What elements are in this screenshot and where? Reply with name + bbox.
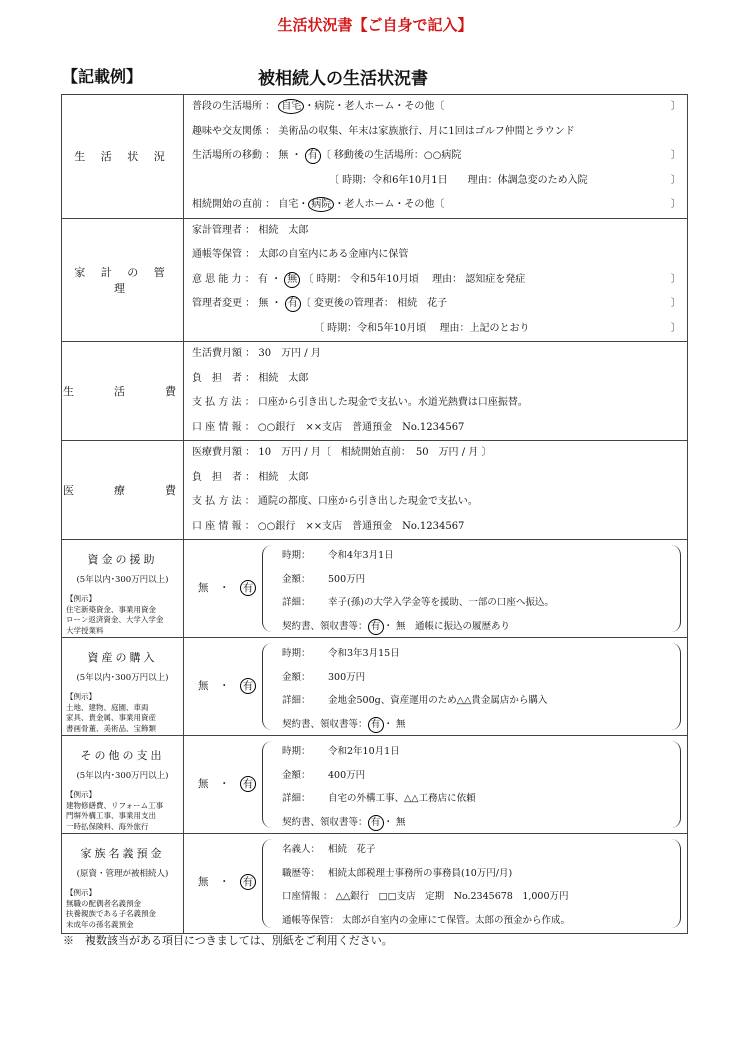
block-example: 【例示】 土地、建物、庭園、車両 家具、貴金属、事業用資産 書画骨董、美術品、宝飾類 xyxy=(66,692,156,733)
living-method: 支 払 方 法 ： 口座から引き出した現金で支払い。水道光熱費は口座振替。 xyxy=(192,397,528,408)
section-label-life: 生 活 状 況 xyxy=(62,95,184,219)
household-capacity: 意 思 能 力 ： 有 ・ 無 〔 時期： 令和5年10月頃 理由： 認知症を発症 〕 xyxy=(192,268,681,293)
block-1 xyxy=(62,638,688,736)
living-payer: 負 担 者 ： 相続 太郎 xyxy=(192,372,309,384)
section-label-medical: 医 療 費 xyxy=(62,441,184,540)
block-title: 資産の購入 xyxy=(87,651,158,664)
circled-yes: 有 xyxy=(240,776,256,792)
detail-line: 口座情報 ： △△銀行 □□支店 定期 No.2345678 1,000万円 xyxy=(282,891,569,902)
block-3 xyxy=(62,834,688,934)
circled-yes: 有 xyxy=(368,815,384,831)
circled-yes: 有 xyxy=(240,678,256,694)
block-title: 家族名義預金 xyxy=(80,847,165,860)
detail-line: 時期： 令和4年3月1日 xyxy=(282,550,394,561)
block-detail xyxy=(282,740,476,834)
detail-line: 詳細： 金地金500g、資産運用のため△△貴金属店から購入 xyxy=(282,695,548,706)
block-title: その他の支出 xyxy=(80,749,165,762)
section-life xyxy=(62,95,688,219)
detail-line: 金額： 400万円 xyxy=(282,769,366,781)
medical-monthly: 医療費月額 ： 10 万円 / 月〔 相続開始直前： 50 万円 / 月 〕 xyxy=(192,447,492,458)
medical-account: 口 座 情 報 ： ○○銀行 ××支店 普通預金 No.1234567 xyxy=(192,520,465,532)
yes-no-choice: 無 ・ 有 xyxy=(198,874,256,890)
circled-yes: 有 xyxy=(368,717,384,733)
yes-no-choice: 無 ・ 有 xyxy=(198,776,256,792)
circled-yes: 有 xyxy=(240,580,256,596)
section-household xyxy=(62,218,688,342)
yes-no-choice: 無 ・ 有 xyxy=(198,580,256,596)
block-title: 資金の援助 xyxy=(87,553,158,566)
circled-yes: 有 xyxy=(305,148,321,164)
yes-no-choice: 無 ・ 有 xyxy=(198,678,256,694)
medical-method: 支 払 方 法 ： 通院の都度、口座から引き出した現金で支払い。 xyxy=(192,496,478,507)
medical-payer: 負 担 者 ： 相続 太郎 xyxy=(192,471,309,483)
detail-line: 契約書、領収書等： 有 ・ 無 xyxy=(282,713,547,737)
block-subtitle: (原資・管理が被相続人) xyxy=(76,869,169,879)
life-move: 生活場所の移動 ： 無 ・ 有 〔 移動後の生活場所：○○病院 〕 xyxy=(192,144,681,169)
status-table xyxy=(61,94,688,934)
circled-yes: 有 xyxy=(368,619,384,635)
block-detail xyxy=(282,642,547,736)
block-detail xyxy=(282,544,554,638)
life-before: 相続開始の直前 ： 自宅・ 病院 ・老人ホーム・その他〔 〕 xyxy=(192,193,681,218)
section-living-cost xyxy=(62,342,688,441)
living-account: 口 座 情 報 ： ○○銀行 ××支店 普通預金 No.1234567 xyxy=(192,421,465,433)
block-2 xyxy=(62,736,688,834)
block-subtitle: (5年以内･300万円以上) xyxy=(76,575,169,585)
household-change-detail: 〔 時期：令和5年10月頃 理由：上記のとおり 〕 xyxy=(192,317,681,342)
detail-line: 契約書、領収書等： 有 ・ 無 xyxy=(282,811,476,835)
document-title: 被相続人の生活状況書 xyxy=(258,69,428,89)
living-monthly: 生活費月額 ： 30 万円 / 月 xyxy=(192,348,321,359)
section-label-living-cost: 生 活 費 xyxy=(62,342,184,441)
detail-line: 詳細： 幸子(孫)の大学入学金等を援助、一部の口座へ振込。 xyxy=(282,597,554,608)
household-manager: 家計管理者 ： 相続 太郎 xyxy=(192,224,309,236)
life-place: 普段の生活場所 ： 自宅 ・病院・老人ホーム・その他〔 〕 xyxy=(192,95,681,120)
block-example: 【例示】 無職の配偶者名義預金 扶養親族である子名義預金 未成年の孫名義預金 xyxy=(66,888,156,929)
footnote: ※ 複数該当がある項目につきましては、別紙をご利用ください。 xyxy=(63,934,393,947)
detail-line: 金額： 300万円 xyxy=(282,671,366,683)
life-hobby: 趣味や交友関係 ： 美術品の収集、年末は家族旅行、月に1回はゴルフ仲間とラウンド xyxy=(192,125,575,137)
detail-line: 職歴等： 相続太郎税理士事務所の事務員(10万円/月) xyxy=(282,867,513,879)
section-medical xyxy=(62,441,688,540)
circled-yes: 有 xyxy=(285,296,301,312)
header-notice: 生活状況書【ご自身で記入】 xyxy=(277,16,473,34)
block-0 xyxy=(62,540,688,638)
block-detail xyxy=(282,838,570,932)
circled-yes: 有 xyxy=(240,874,256,890)
block-example: 【例示】 住宅新築資金、事業用資金 ローン返済資金、大学入学金 大学授業料 xyxy=(66,594,164,635)
circled-no: 無 xyxy=(284,272,300,288)
example-label: 【記載例】 xyxy=(62,67,143,86)
circled-hospital: 病院 xyxy=(308,197,334,212)
detail-line: 時期： 令和3年3月15日 xyxy=(282,648,400,659)
life-move-detail: 〔 時期：令和6年10月1日 理由：体調急変のため入院 〕 xyxy=(192,169,681,194)
household-change: 管理者変更 ： 無 ・ 有 〔 変更後の管理者： 相続 花子 〕 xyxy=(192,292,681,317)
block-example: 【例示】 建物修繕費、リフォーム工事 門塀外構工事、事業用支出 一時払保険料、海外旅行 xyxy=(66,790,164,831)
section-label-household: 家 計 の 管 理 xyxy=(62,218,184,342)
block-subtitle: (5年以内･300万円以上) xyxy=(76,771,169,781)
household-storage: 通帳等保管 ： 太郎の自室内にある金庫内に保管 xyxy=(192,249,409,260)
detail-line: 金額： 500万円 xyxy=(282,573,366,585)
circled-home: 自宅 xyxy=(278,99,304,114)
detail-line: 時期： 令和2年10月1日 xyxy=(282,746,400,757)
detail-line: 契約書、領収書等： 有 ・ 無 通帳に振込の履歴あり xyxy=(282,615,554,639)
block-subtitle: (5年以内･300万円以上) xyxy=(76,673,169,683)
detail-line: 名義人： 相続 花子 xyxy=(282,844,376,855)
detail-line: 通帳等保管： 太郎が自室内の金庫にて保管。太郎の預金から作成。 xyxy=(282,914,571,926)
detail-line: 詳細： 自宅の外構工事、△△工務店に依頼 xyxy=(282,793,476,804)
